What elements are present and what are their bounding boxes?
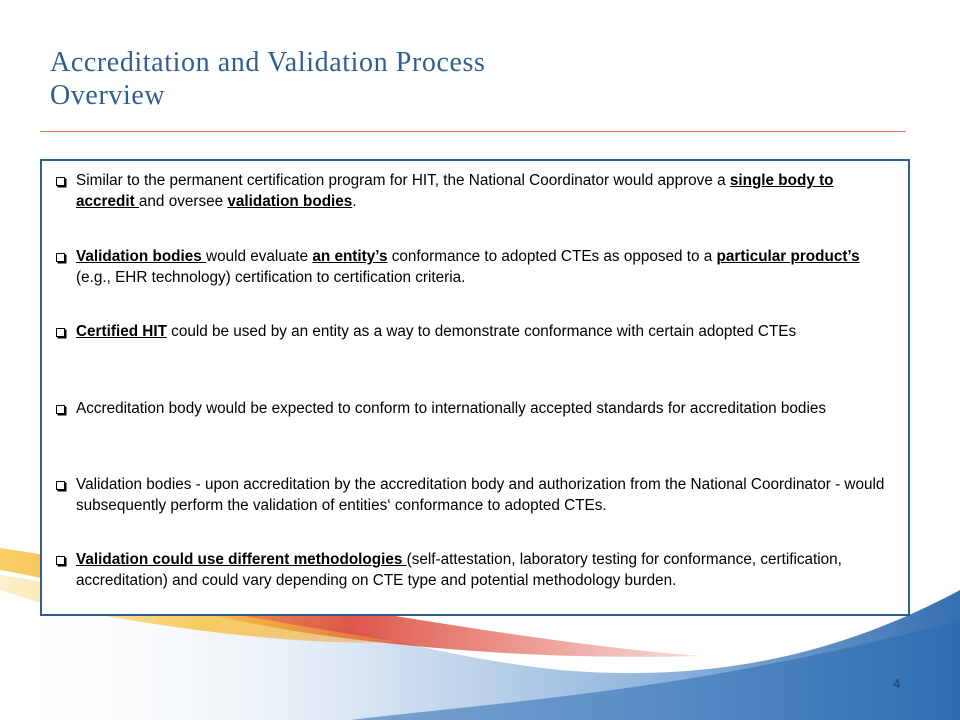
bullet-item	[56, 475, 896, 516]
title-divider	[40, 131, 906, 132]
bullet-text	[76, 550, 896, 591]
checkbox-bullet-icon	[56, 328, 65, 337]
bullet-text-run: (self-attestation, laboratory testing for conformance, certification, accreditation) and could vary depending on CTE type and potential methodology burden.	[76, 551, 842, 589]
emphasized-term: validation bodies	[227, 192, 353, 210]
emphasized-term: an entity’s	[312, 248, 388, 265]
page-number: 4	[893, 676, 901, 691]
checkbox-bullet-icon	[56, 177, 65, 186]
slide-title-line-1: Accreditation and Validation Process	[50, 47, 486, 78]
bullet-text-run: .	[352, 192, 357, 210]
checkbox-bullet-icon	[56, 556, 65, 565]
bullet-text-run: and oversee	[138, 192, 228, 210]
bullet-text	[76, 322, 896, 343]
bullet-text	[76, 399, 896, 420]
bullet-text-run: Accreditation body would be expected to conform to internationally accepted standards for accreditation bodies	[76, 400, 826, 417]
bullet-text-run: Similar to the permanent certification program for HIT, the National Coordinator would approve a	[76, 172, 730, 189]
slide-title	[50, 46, 910, 112]
emphasized-term: particular product’s	[716, 248, 860, 265]
bullet-text-run: (e.g., EHR technology) certification to certification criteria.	[76, 268, 466, 286]
emphasized-term: Validation could use different methodologies	[76, 551, 407, 568]
checkbox-bullet-icon	[56, 253, 65, 262]
bullet-text-run: Validation bodies - upon accreditation by the accreditation body and authorization from the National Coordinator - would subsequently perform the validation of entities‘ conformance to adopted CTEs.	[76, 476, 885, 514]
bullet-text	[76, 171, 896, 212]
bullet-item	[56, 399, 896, 420]
emphasized-term: Certified HIT	[76, 323, 167, 340]
bullet-item	[56, 247, 896, 288]
emphasized-term: single body to accredit	[76, 172, 834, 210]
bullet-item	[56, 550, 896, 591]
bullet-item	[56, 171, 896, 212]
bullet-text	[76, 475, 896, 516]
bullet-item	[56, 322, 896, 343]
checkbox-bullet-icon	[56, 481, 65, 490]
content-box	[40, 159, 910, 616]
checkbox-bullet-icon	[56, 405, 65, 414]
bullet-text-run: conformance to adopted CTEs as opposed to a	[387, 248, 717, 265]
slide-title-line-2: Overview	[50, 80, 166, 111]
emphasized-term: Validation bodies	[76, 248, 207, 265]
bullet-text	[76, 247, 896, 288]
bullet-text-run: would evaluate	[206, 248, 313, 265]
bullet-text-run: could be used by an entity as a way to demonstrate conformance with certain adopted CTEs	[166, 323, 797, 340]
